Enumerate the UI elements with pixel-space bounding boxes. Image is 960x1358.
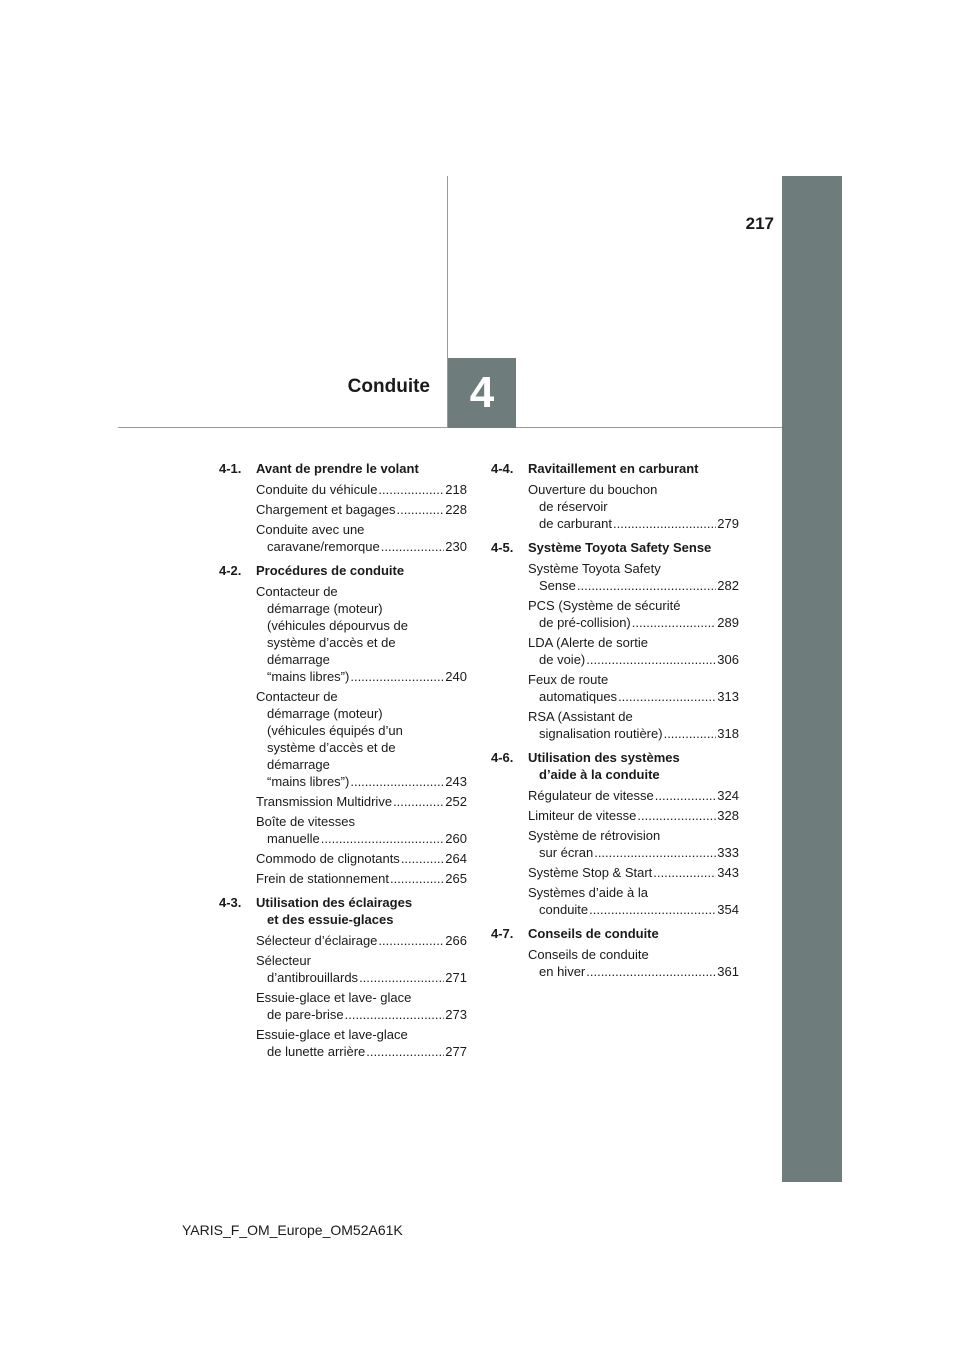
toc-entry[interactable] [219, 813, 467, 847]
entry-text-line: Conseils de conduite [528, 947, 649, 962]
entry-text-line: Essuie-glace et lave-glace [256, 1027, 408, 1042]
entry-page-number: 230 [445, 539, 467, 554]
toc-left-column [219, 460, 467, 1067]
toc-entry[interactable] [491, 787, 739, 804]
entry-last-line [256, 793, 467, 810]
section-gap [491, 983, 739, 987]
entry-text-line: conduite [539, 902, 589, 917]
toc-entry[interactable] [491, 807, 739, 824]
toc-entry[interactable] [219, 481, 467, 498]
entry-text-line: signalisation routière) [539, 726, 663, 741]
entry-page-number: 318 [717, 726, 739, 741]
entry-text-line: Systèmes d’aide à la [528, 885, 648, 900]
toc-entry[interactable] [491, 827, 739, 861]
toc-entry[interactable] [219, 1026, 467, 1060]
entry-text-line: Boîte de vitesses [256, 814, 355, 829]
entry-text-line: de voie) [539, 652, 586, 667]
entry-page-number: 279 [717, 516, 739, 531]
entry-last-line [256, 481, 467, 498]
entry-text-line: démarrage [267, 757, 330, 772]
entry-text-line: Conduite du véhicule [256, 482, 378, 497]
entry-text-line: Système de rétrovision [528, 828, 661, 843]
entry-text-line: démarrage (moteur) [267, 706, 383, 721]
chapter-side-tab [782, 176, 842, 1182]
toc-entry[interactable] [219, 583, 467, 685]
section-heading[interactable] [491, 460, 739, 477]
section-title-line: Système Toyota Safety Sense [528, 540, 712, 555]
entry-text-line: de pré-collision) [539, 615, 631, 630]
entry-text-line: système d’accès et de [267, 740, 396, 755]
dot-leader [655, 787, 717, 804]
entry-text-line: (véhicules dépourvus de [267, 618, 408, 633]
chapter-number-box [448, 358, 516, 428]
chapter-number: 4 [469, 368, 495, 417]
toc-entry[interactable] [219, 688, 467, 790]
section-number: 4-5. [491, 540, 514, 555]
entry-text-line: démarrage (moteur) [267, 601, 383, 616]
entry-page-number: 265 [445, 871, 467, 886]
entry-text-line: PCS (Système de sécurité [528, 598, 681, 613]
toc-entry[interactable] [219, 932, 467, 949]
toc-section [219, 562, 467, 894]
entry-last-line [528, 651, 739, 668]
dot-leader [664, 725, 717, 742]
entry-text-line: Contacteur de [256, 584, 338, 599]
entry-text-line: Frein de stationnement [256, 871, 389, 886]
entry-page-number: 289 [717, 615, 739, 630]
toc-entry[interactable] [491, 884, 739, 918]
toc-entry[interactable] [491, 481, 739, 532]
entry-page-number: 228 [445, 502, 467, 517]
entry-last-line [528, 614, 739, 631]
entry-last-line [528, 844, 739, 861]
dot-leader [613, 515, 716, 532]
entry-text-line: Ouverture du bouchon [528, 482, 658, 497]
entry-text-line: Chargement et bagages [256, 502, 396, 517]
toc-section [219, 460, 467, 562]
entry-text-line: Sélecteur d’éclairage [256, 933, 378, 948]
dot-leader [350, 668, 444, 685]
section-title [256, 460, 467, 477]
dot-leader [594, 844, 716, 861]
dot-leader [577, 577, 716, 594]
section-gap [219, 1063, 467, 1067]
entry-page-number: 354 [717, 902, 739, 917]
section-title [528, 749, 739, 783]
toc-entry[interactable] [219, 793, 467, 810]
dot-leader [586, 651, 716, 668]
entry-last-line [256, 1043, 467, 1060]
entry-text-line: de pare-brise [267, 1007, 344, 1022]
entry-last-line [256, 501, 467, 518]
section-title [528, 460, 739, 477]
dot-leader [393, 793, 444, 810]
toc-entry[interactable] [491, 671, 739, 705]
section-number: 4-7. [491, 926, 514, 941]
entry-text-line: Régulateur de vitesse [528, 788, 654, 803]
entry-page-number: 252 [445, 794, 467, 809]
entry-page-number: 306 [717, 652, 739, 667]
entry-text-line: automatiques [539, 689, 618, 704]
section-title-line: Conseils de conduite [528, 926, 659, 941]
document-footer: YARIS_F_OM_Europe_OM52A61K [182, 1222, 403, 1238]
toc-section [491, 925, 739, 987]
dot-leader [321, 830, 445, 847]
toc-section [219, 894, 467, 1067]
entry-last-line [256, 870, 467, 887]
entry-last-line [528, 807, 739, 824]
entry-last-line [256, 830, 467, 847]
entry-page-number: 277 [445, 1044, 467, 1059]
entry-text-line: de carburant [539, 516, 612, 531]
entry-page-number: 361 [717, 964, 739, 979]
toc-entry[interactable] [491, 864, 739, 881]
entry-last-line [256, 850, 467, 867]
section-title-line: Procédures de conduite [256, 563, 405, 578]
entry-text-line: manuelle [267, 831, 320, 846]
dot-leader [637, 807, 716, 824]
entry-page-number: 218 [445, 482, 467, 497]
entry-last-line [528, 864, 739, 881]
section-title-line: Utilisation des éclairages [256, 895, 413, 910]
entry-last-line [256, 1006, 467, 1023]
entry-text-line: “mains libres”) [267, 774, 350, 789]
entry-text-line: Transmission Multidrive [256, 794, 393, 809]
entry-text-line: RSA (Assistant de [528, 709, 633, 724]
dot-leader [381, 538, 445, 555]
entry-text-line: démarrage [267, 652, 330, 667]
toc-section [491, 539, 739, 749]
entry-page-number: 271 [445, 970, 467, 985]
section-number: 4-4. [491, 461, 514, 476]
chapter-title: Conduite [347, 376, 430, 397]
entry-last-line [256, 932, 467, 949]
section-heading[interactable] [219, 460, 467, 477]
toc-entry[interactable] [219, 521, 467, 555]
dot-leader [366, 1043, 444, 1060]
dot-leader [653, 864, 716, 881]
section-heading[interactable] [219, 894, 467, 928]
entry-page-number: 313 [717, 689, 739, 704]
entry-text-line: Sélecteur [256, 953, 311, 968]
section-heading[interactable] [491, 539, 739, 556]
entry-text-line: de lunette arrière [267, 1044, 366, 1059]
entry-last-line [528, 901, 739, 918]
dot-leader [401, 850, 444, 867]
entry-text-line: LDA (Alerte de sortie [528, 635, 648, 650]
page-number: 217 [745, 214, 774, 233]
section-heading[interactable] [491, 749, 739, 783]
section-heading[interactable] [219, 562, 467, 579]
section-number: 4-1. [219, 461, 242, 476]
section-title-line: d’aide à la conduite [539, 767, 660, 782]
dot-leader [618, 688, 716, 705]
entry-last-line [528, 577, 739, 594]
entry-text-line: système d’accès et de [267, 635, 396, 650]
toc-section [491, 749, 739, 925]
entry-text-line: Conduite avec une [256, 522, 365, 537]
section-title [528, 539, 739, 556]
entry-page-number: 282 [717, 578, 739, 593]
entry-text-line: Sense [539, 578, 576, 593]
entry-text-line: (véhicules équipés d’un [267, 723, 403, 738]
entry-text-line: Contacteur de [256, 689, 338, 704]
entry-text-line: Limiteur de vitesse [528, 808, 637, 823]
entry-page-number: 240 [445, 669, 467, 684]
dot-leader [586, 963, 716, 980]
entry-text-line: sur écran [539, 845, 594, 860]
section-number: 4-3. [219, 895, 242, 910]
entry-last-line [528, 688, 739, 705]
dot-leader [359, 969, 444, 986]
entry-text-line: Système Stop & Start [528, 865, 653, 880]
entry-page-number: 324 [717, 788, 739, 803]
entry-last-line [256, 538, 467, 555]
section-title-line: Avant de prendre le volant [256, 461, 419, 476]
toc-entry[interactable] [491, 708, 739, 742]
entry-page-number: 328 [717, 808, 739, 823]
entry-last-line [528, 787, 739, 804]
dot-leader [378, 932, 444, 949]
entry-page-number: 343 [717, 865, 739, 880]
section-title-line: et des essuie-glaces [267, 912, 394, 927]
dot-leader [632, 614, 717, 631]
dot-leader [350, 773, 444, 790]
entry-page-number: 333 [717, 845, 739, 860]
entry-last-line [256, 668, 467, 685]
entry-text-line: Feux de route [528, 672, 609, 687]
toc-entry[interactable] [491, 597, 739, 631]
section-number: 4-6. [491, 750, 514, 765]
dot-leader [390, 870, 444, 887]
entry-text-line: de réservoir [539, 499, 608, 514]
toc-section [491, 460, 739, 539]
entry-text-line: Commodo de clignotants [256, 851, 400, 866]
entry-page-number: 273 [445, 1007, 467, 1022]
section-title-line: Ravitaillement en carburant [528, 461, 699, 476]
entry-text-line: d’antibrouillards [267, 970, 359, 985]
entry-last-line [528, 725, 739, 742]
entry-text-line: en hiver [539, 964, 586, 979]
dot-leader [378, 481, 444, 498]
section-title [256, 894, 467, 928]
entry-last-line [528, 963, 739, 980]
toc-entry[interactable] [219, 850, 467, 867]
entry-text-line: caravane/remorque [267, 539, 380, 554]
section-title [256, 562, 467, 579]
entry-page-number: 266 [445, 933, 467, 948]
dot-leader [589, 901, 716, 918]
entry-text-line: Système Toyota Safety [528, 561, 661, 576]
section-heading[interactable] [491, 925, 739, 942]
entry-page-number: 260 [445, 831, 467, 846]
toc-entry[interactable] [491, 946, 739, 980]
entry-last-line [256, 969, 467, 986]
entry-last-line [256, 773, 467, 790]
entry-text-line: “mains libres”) [267, 669, 350, 684]
toc-entry[interactable] [219, 870, 467, 887]
toc-entry[interactable] [219, 501, 467, 518]
section-title [528, 925, 739, 942]
toc-entry[interactable] [491, 634, 739, 668]
dot-leader [396, 501, 444, 518]
entry-last-line [528, 515, 739, 532]
section-number: 4-2. [219, 563, 242, 578]
dot-leader [345, 1006, 445, 1023]
toc-entry[interactable] [219, 989, 467, 1023]
entry-text-line: Essuie-glace et lave- glace [256, 990, 412, 1005]
toc-entry[interactable] [491, 560, 739, 594]
section-title-line: Utilisation des systèmes [528, 750, 680, 765]
toc-right-column [491, 460, 739, 987]
toc-entry[interactable] [219, 952, 467, 986]
entry-page-number: 243 [445, 774, 467, 789]
entry-page-number: 264 [445, 851, 467, 866]
